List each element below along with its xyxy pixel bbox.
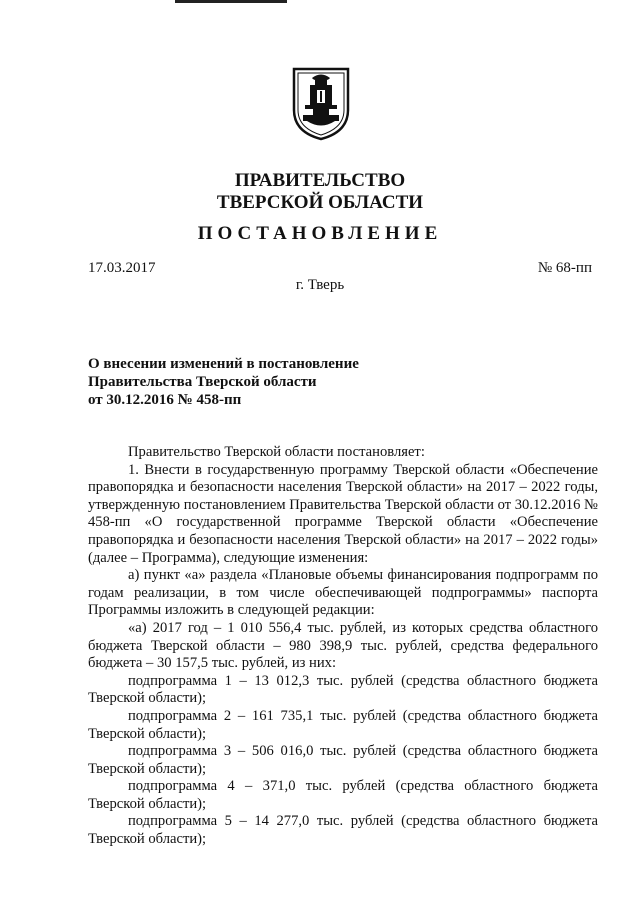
scan-artifact-line [175,0,287,3]
body-paragraph-subprogram5: подпрограмма 5 – 14 277,0 тыс. рублей (средства областного бюджета Тверской области); [88,813,598,848]
subject-line3: от 30.12.2016 № 458-пп [88,392,242,408]
government-name-line2: ТВЕРСКОЙ ОБЛАСТИ [216,192,424,213]
document-date: 17.03.2017 [88,260,156,276]
government-name [0,170,640,214]
body-paragraph-item1: 1. Внести в государственную программу Тверской области «Обеспечение правопорядка и безопасности населения Тверской области» на 2017 – 2022 годы, утвержденную постановлением Правительства Тверской области от 30.12.2016 № 458-пп «О государственной программе Тверской области «Обеспечение правопорядка и безопасности населения Тверской области» на 2017 – 2022 годы» (далее – Программа), следующие изменения: [88,461,598,566]
body-paragraph-subprogram4: подпрограмма 4 – 371,0 тыс. рублей (средства областного бюджета Тверской области); [88,778,598,812]
document-type-heading: ПОСТАНОВЛЕНИЕ [197,223,443,244]
body-paragraph-2017-funding: «а) 2017 год – 1 010 556,4 тыс. рублей, из которых средства областного бюджета Тверской области – 980 398,9 тыс. рублей, средства федерального бюджета – 30 157,5 тыс. рублей, из них: [88,619,598,672]
body-paragraph-item-a: а) пункт «а» раздела «Плановые объемы финансирования подпрограмм по годам реализации, в том числе обеспечивающей подпрограммы» паспорта Программы изложить в следующей редакции: [88,567,598,619]
document-number: № 68-пп [537,260,592,276]
document-city: г. Тверь [295,277,345,293]
body-paragraph-subprogram2: подпрограмма 2 – 161 735,1 тыс. рублей (средства областного бюджета Тверской области); [88,707,598,742]
document-subject [88,355,408,409]
document-body [88,444,598,849]
government-name-line1: ПРАВИТЕЛЬСТВО [234,170,406,191]
subject-line1: О внесении изменений в постановление [88,356,359,372]
body-paragraph-subprogram1: подпрограмма 1 – 13 012,3 тыс. рублей (средства областного бюджета Тверской области); [88,672,598,707]
body-paragraph-preamble: Правительство Тверской области постановляет: [128,444,425,460]
body-paragraph-subprogram3: подпрограмма 3 – 506 016,0 тыс. рублей (средства областного бюджета Тверской области); [88,743,598,777]
tver-coat-of-arms-icon [291,66,351,141]
subject-line2: Правительства Тверской области [88,374,317,390]
